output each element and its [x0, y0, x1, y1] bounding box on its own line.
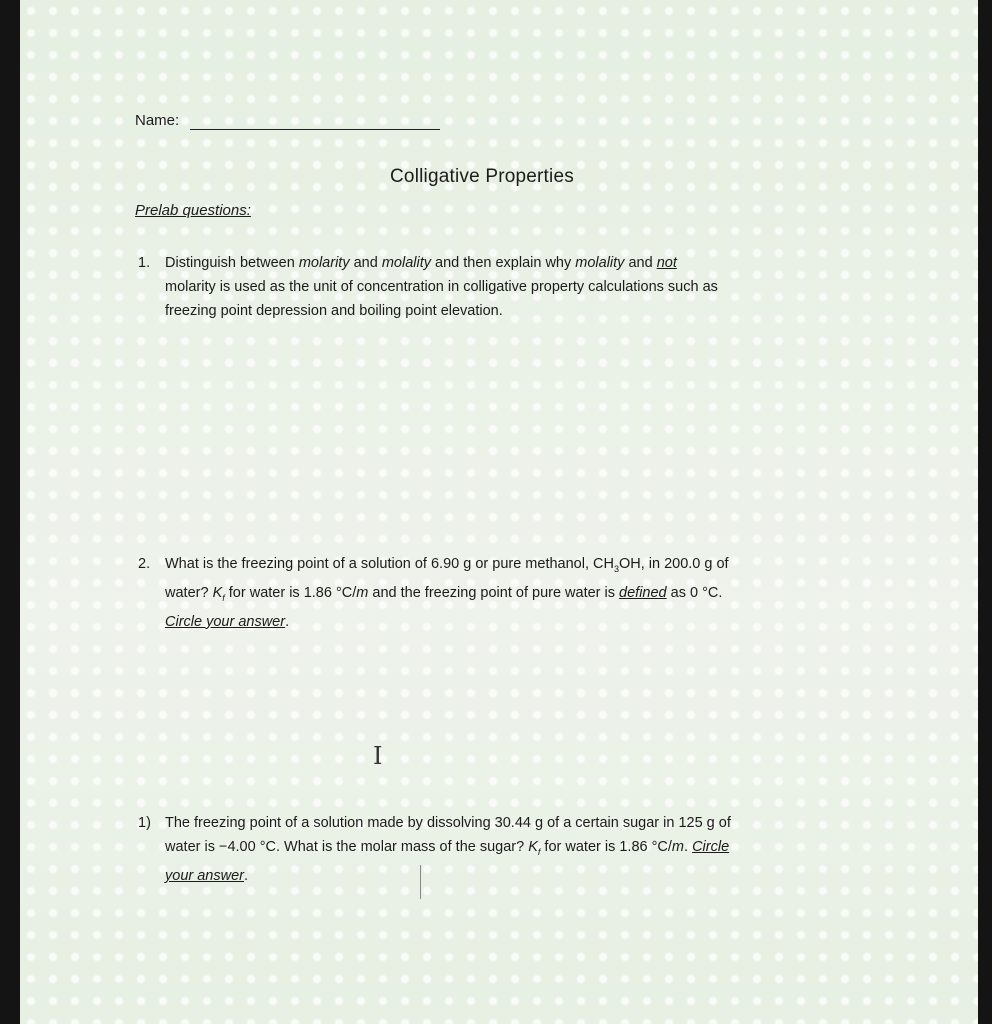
question-3-number: 1) — [138, 815, 151, 831]
question-3-line-2: water is −4.00 °C. What is the molar mass of the sugar? $K_f$ for water is 1.86 °C/m. Circle — [165, 839, 730, 857]
question-2-text — [165, 552, 865, 634]
question-2-line-1: What is the freezing point of a solution of 6.90 g or pure methanol, $CH_3OH$, in 200.0 g of — [165, 556, 729, 574]
question-1-text — [165, 251, 865, 323]
worksheet-page — [20, 0, 978, 1024]
question-1-line-2: molarity is used as the unit of concentration in colligative property calculations such as — [165, 279, 718, 295]
question-2-line-3: Circle your answer. — [165, 613, 290, 630]
pencil-mark — [420, 865, 421, 899]
question-3-line-3: your answer. — [165, 867, 249, 884]
prelab-heading: Prelab questions: — [135, 202, 251, 219]
question-1-number: 1. — [138, 255, 151, 271]
question-3-text — [165, 811, 865, 888]
question-1-line-3: freezing point depression and boiling point elevation. — [165, 303, 503, 319]
page-title: Colligative Properties — [390, 166, 574, 187]
text-cursor-icon: I — [373, 742, 383, 770]
question-2-line-2: water? $K_f$ for water is 1.86 °C/m and the freezing point of pure water is defined as 0 °C. — [165, 584, 723, 603]
question-1-line-1: Distinguish between molarity and molality and then explain why molality and not — [165, 255, 677, 271]
name-blank-line — [190, 129, 440, 130]
question-2-number: 2. — [138, 556, 151, 572]
name-label: Name: — [135, 112, 180, 129]
question-3-line-1: The freezing point of a solution made by dissolving 30.44 g of a certain sugar in 125 g of — [165, 815, 731, 831]
